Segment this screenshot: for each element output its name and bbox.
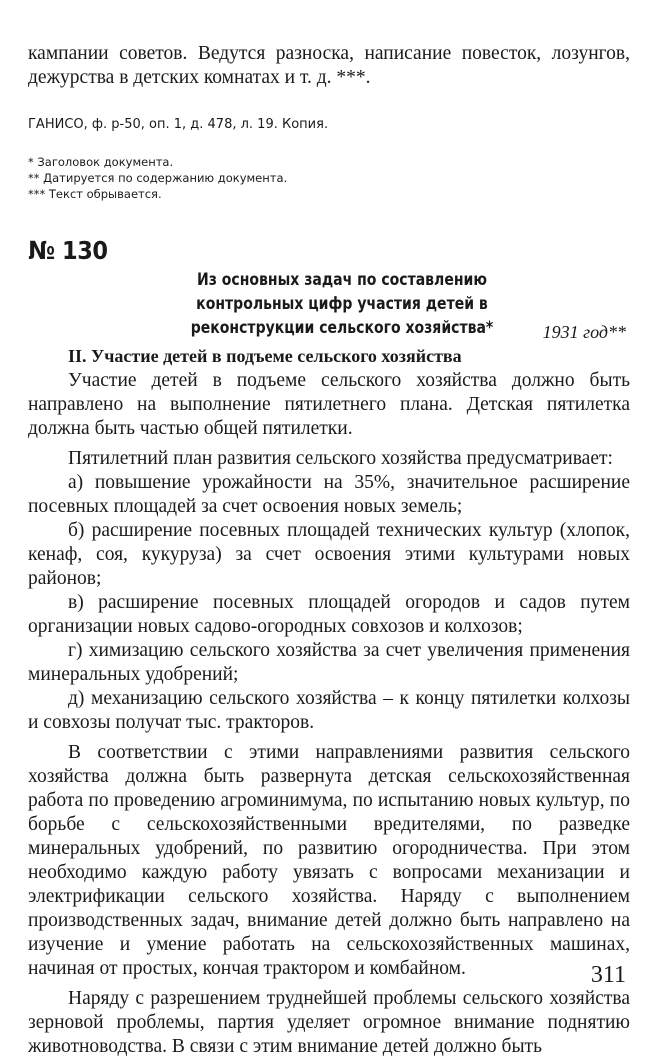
archive-source: ГАНИСО, ф. р-50, оп. 1, д. 478, л. 19. Копия.	[28, 117, 329, 132]
paragraph: Пятилетний план развития сельского хозяйства предусматривает:	[68, 448, 613, 469]
section-heading: II. Участие детей в подъеме сельского хозяйства	[68, 346, 462, 366]
document-body	[28, 369, 630, 1059]
list-item: б) расширение посевных площадей технических культур (хлопок, кенаф, соя, кукуруза) за счет освоения этими культурами новых районов;	[28, 520, 630, 589]
continued-text: кампании советов. Ведутся разноска, написание повесток, лозунгов, дежурства в детских комнатах и т. д. ***.	[28, 43, 630, 88]
document-title: Из основных задач по составлению контрольных цифр участия детей в реконструкции сельского хозяйства*	[190, 270, 494, 337]
list-item: д) механизацию сельского хозяйства – к концу пятилетки колхозы и совхозы получат тыс. тракторов.	[28, 688, 630, 733]
page-number: 311	[590, 962, 626, 988]
list-item: г) химизацию сельского хозяйства за счет увеличения применения минеральных удобрений;	[28, 640, 630, 685]
list-item: в) расширение посевных площадей огородов и садов путем организации новых садово-огородных совхозов и колхозов;	[28, 592, 630, 637]
document-number: № 130	[28, 236, 108, 265]
footnote: *** Текст обрывается.	[28, 187, 162, 201]
footnotes	[28, 154, 287, 202]
paragraph: Участие детей в подъеме сельского хозяйства должно быть направлено на выполнение пятилетнего плана. Детская пятилетка должна быть частью общей пятилетки.	[28, 370, 630, 439]
footnote: ** Датируется по содержанию документа.	[28, 171, 288, 185]
document-date: 1931 год**	[542, 322, 626, 342]
paragraph: Наряду с разрешением труднейшей проблемы сельского хозяйства зерновой проблемы, партия уделяет огромное внимание поднятию животноводства. В связи с этим внимание детей должно быть	[28, 988, 630, 1057]
footnote: * Заголовок документа.	[28, 155, 174, 169]
paragraph: В соответствии с этими направлениями развития сельского хозяйства должна быть развернута детская сельскохозяйственная работа по проведению агроминимума, по испытанию новых культур, по борьбе с сельскохозяйственными вредителями, по разведке минеральных удобрений, по развитию огородничества. При этом необходимо каждую работу увязать с вопросами механизации и электрификации сельского хозяйства. Наряду с выполнением производственных задач, внимание детей должно быть направлено на изучение и умение работать на сельскохозяйственных машинах, начиная от простых, кончая трактором и комбайном.	[28, 742, 630, 979]
list-item: а) повышение урожайности на 35%, значительное расширение посевных площадей за счет освоения новых земель;	[28, 472, 630, 517]
